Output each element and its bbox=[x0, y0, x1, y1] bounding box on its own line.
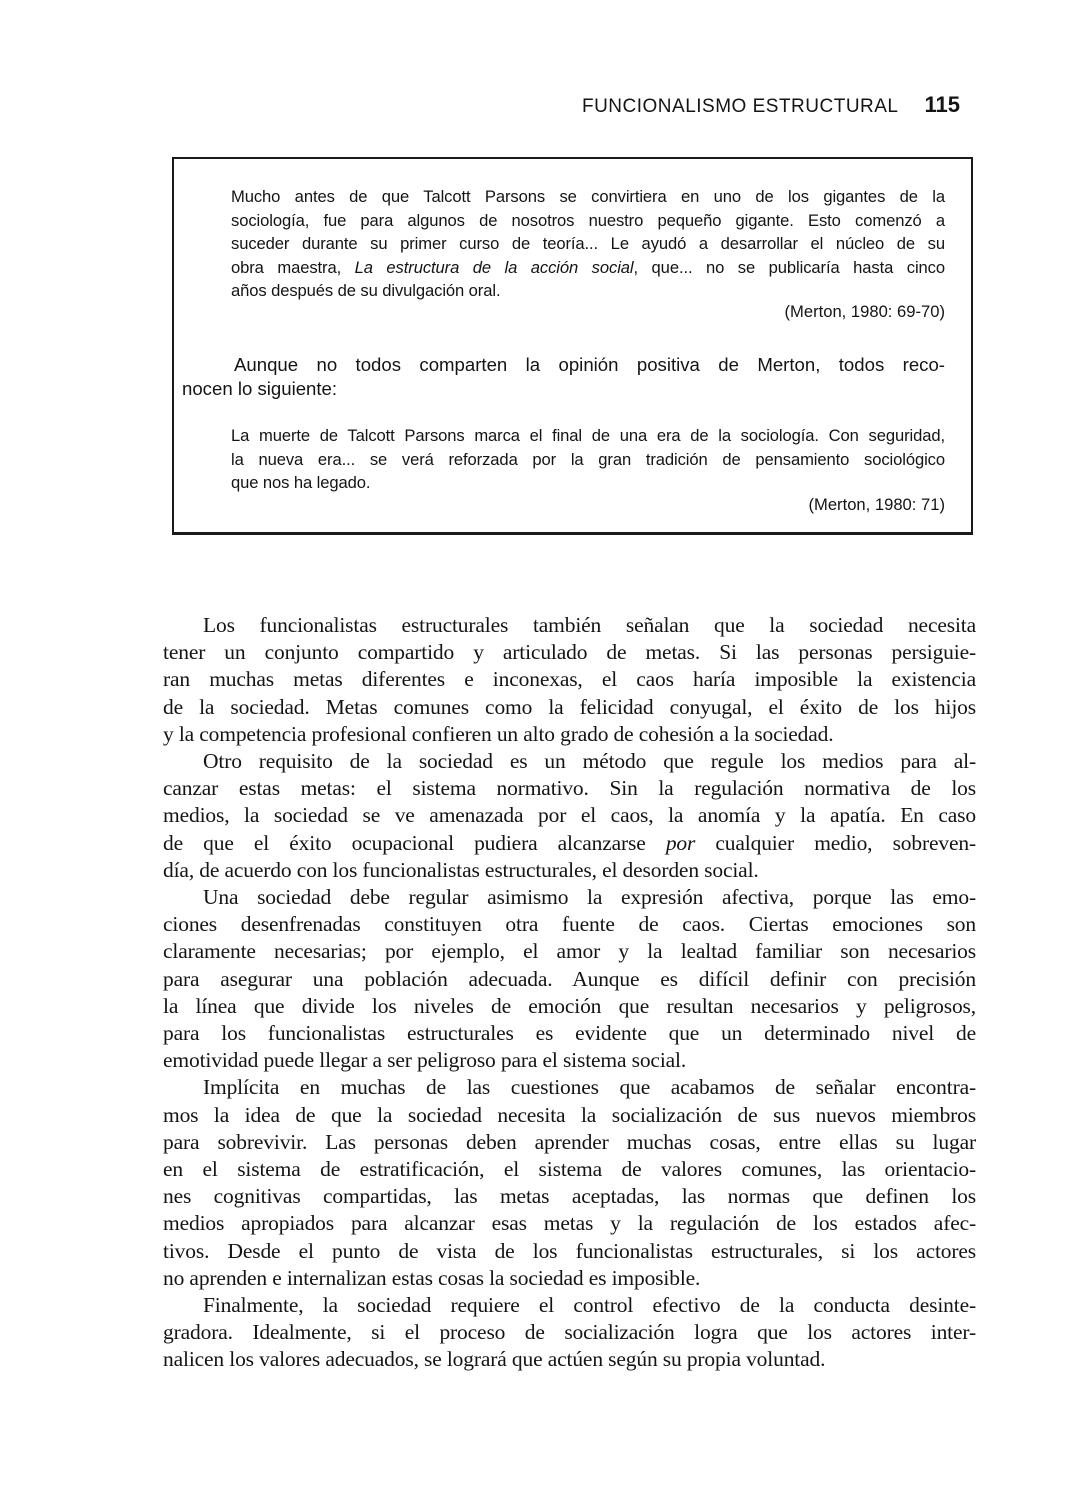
intro-paragraph bbox=[182, 353, 945, 400]
text-line: gradora. Idealmente, si el proceso de socialización logra que los actores inter- bbox=[163, 1320, 976, 1345]
text-line: ciones desenfrenadas constituyen otra fuente de caos. Ciertas emociones son bbox=[163, 912, 976, 937]
text-line: para sobrevivir. Las personas deben aprender muchas cosas, entre ellas su lugar bbox=[163, 1129, 976, 1154]
intro-line: nocen lo siguiente: bbox=[182, 377, 338, 399]
text-line: en el sistema de estratificación, el sistema de valores comunes, las orientacio- bbox=[163, 1157, 976, 1182]
text-line: día, de acuerdo con los funcionalistas estructurales, el desorden social. bbox=[163, 857, 759, 882]
citation-1: (Merton, 1980: 69-70) bbox=[784, 302, 945, 321]
text-line: la línea que divide los niveles de emoción que resultan necesarios y peligrosos, bbox=[163, 993, 976, 1018]
text-line: Finalmente, la sociedad requiere el control efectivo de la conducta desinte- bbox=[203, 1293, 976, 1318]
text-line: Implícita en muchas de las cuestiones que acabamos de señalar encontra- bbox=[203, 1075, 976, 1100]
block-quote-merton-2 bbox=[231, 424, 945, 495]
boxed-excerpt bbox=[172, 157, 973, 535]
book-title: La estructura de la acción social bbox=[354, 257, 634, 277]
quote-line: la nueva era... se verá reforzada por la gran tradición de pensamiento sociológico bbox=[231, 449, 945, 469]
text-line: de la sociedad. Metas comunes como la felicidad conyugal, el éxito de los hijos bbox=[163, 694, 976, 719]
text-line: para asegurar una población adecuada. Aunque es difícil definir con precisión bbox=[163, 966, 976, 991]
block-quote-merton-1 bbox=[231, 185, 945, 303]
quote-line bbox=[231, 256, 945, 280]
intro-line: Aunque no todos comparten la opinión positiva de Merton, todos reco- bbox=[234, 354, 945, 375]
citation-2: (Merton, 1980: 71) bbox=[808, 495, 945, 514]
text-line: claramente necesarias; por ejemplo, el amor y la lealtad familiar son necesarios bbox=[163, 939, 976, 964]
body-text bbox=[163, 612, 976, 1374]
text-line: canzar estas metas: el sistema normativo. Sin la regulación normativa de los bbox=[163, 776, 976, 801]
text-line: y la competencia profesional confieren un alto grado de cohesión a la sociedad. bbox=[163, 721, 834, 746]
quote-line: La muerte de Talcott Parsons marca el final de una era de la sociología. Con seguridad, bbox=[231, 426, 945, 445]
quote-text: obra maestra, bbox=[231, 257, 355, 277]
text-line: medios apropiados para alcanzar esas metas y la regulación de los estados afec- bbox=[163, 1211, 976, 1236]
quote-text: , que... no se publicaría hasta cinco bbox=[633, 257, 945, 277]
text-line: Otro requisito de la sociedad es un método que regule los medios para al- bbox=[203, 749, 976, 774]
text-line: para los funcionalistas estructurales es evidente que un determinado nivel de bbox=[163, 1021, 976, 1046]
paragraph-affective-expression bbox=[163, 884, 976, 1074]
text-line: ran muchas metas diferentes e inconexas, el caos haría imposible la existencia bbox=[163, 667, 976, 692]
paragraph-normative-system bbox=[163, 748, 976, 884]
running-head bbox=[540, 92, 960, 118]
text-line: tivos. Desde el punto de vista de los funcionalistas estructurales, si los actores bbox=[163, 1238, 976, 1263]
emphasis: por bbox=[665, 830, 696, 855]
quote-line: Mucho antes de que Talcott Parsons se convirtiera en uno de los gigantes de la bbox=[231, 187, 945, 206]
text-segment: de que el éxito ocupacional pudiera alcanzarse bbox=[163, 830, 666, 855]
text-line: tener un conjunto compartido y articulado de metas. Si las personas persiguie- bbox=[163, 640, 976, 665]
quote-line: sociología, fue para algunos de nosotros nuestro pequeño gigante. Esto comenzó a bbox=[231, 210, 945, 230]
text-line: Una sociedad debe regular asimismo la expresión afectiva, porque las emo- bbox=[203, 885, 976, 910]
text-segment: cualquier medio, sobreven- bbox=[695, 830, 976, 855]
quote-line: suceder durante su primer curso de teoría... Le ayudó a desarrollar el núcleo de su bbox=[231, 234, 945, 253]
text-line: mos la idea de que la sociedad necesita la socialización de sus nuevos miembros bbox=[163, 1102, 976, 1127]
paragraph-socialization bbox=[163, 1074, 976, 1292]
quote-line: años después de su divulgación oral. bbox=[231, 281, 501, 300]
text-line: nalicen los valores adecuados, se logrará que actúen según su propia voluntad. bbox=[163, 1347, 826, 1372]
text-line: Los funcionalistas estructurales también señalan que la sociedad necesita bbox=[203, 613, 976, 637]
page-number: 115 bbox=[924, 92, 960, 117]
paragraph-social-control bbox=[163, 1292, 976, 1374]
text-line: no aprenden e internalizan estas cosas la sociedad es imposible. bbox=[163, 1265, 701, 1290]
running-title: FUNCIONALISMO ESTRUCTURAL bbox=[581, 96, 899, 117]
paragraph-goals bbox=[163, 612, 976, 748]
quote-line: que nos ha legado. bbox=[231, 473, 371, 492]
text-line: nes cognitivas compartidas, las metas aceptadas, las normas que definen los bbox=[163, 1184, 976, 1209]
text-line: emotividad puede llegar a ser peligroso para el sistema social. bbox=[163, 1048, 687, 1073]
text-line: medios, la sociedad se ve amenazada por el caos, la anomía y la apatía. En caso bbox=[163, 803, 976, 828]
text-line bbox=[163, 830, 976, 857]
